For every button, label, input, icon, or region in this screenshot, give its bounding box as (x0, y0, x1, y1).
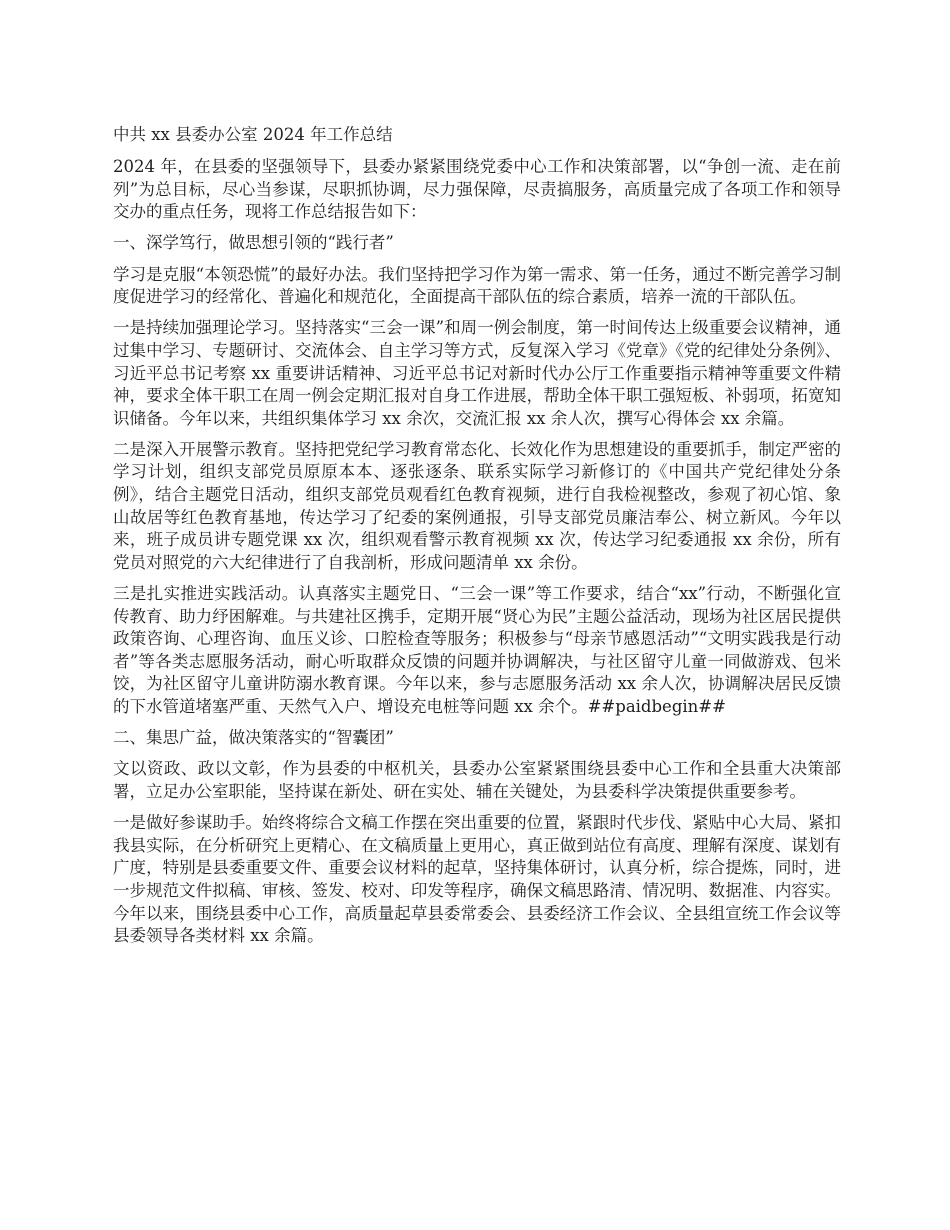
section-1-item-3-paragraph: 三是扎实推进实践活动。认真落实主题党日、“三会一课”等工作要求，结合“xx”行动，不断强化宣传教育、助力纾困解难。与共建社区携手，定期开展“贤心为民”主题公益活动，现场为社区居民提供政策咨询、心理咨询、血压义诊、口腔检查等服务；积极参与“母亲节感恩活动”“文明实践我是行动者”等各类志愿服务活动，耐心听取群众反馈的问题并协调解决，与社区留守儿童一同做游戏、包米饺，为社区留守儿童讲防溺水教育课。今年以来，参与志愿服务活动 xx 余人次，协调解决居民反馈的下水管道堵塞严重、天然气入户、增设充电桩等问题 xx 余个。##paidbegin## (113, 584, 841, 717)
section-1-item-2-paragraph: 二是深入开展警示教育。坚持把党纪学习教育常态化、长效化作为思想建设的重要抓手，制定严密的学习计划，组织支部党员原原本本、逐张逐条、联系实际学习新修订的《中国共产党纪律处分条例》，结合主题党日活动，组织支部党员观看红色教育视频，进行自我检视整改，参观了初心馆、象山故居等红色教育基地，传达学习了纪委的案例通报，引导支部党员廉洁奉公、树立新风。今年以来，班子成员讲专题党课 xx 次，组织观看警示教育视频 xx 次，传达学习纪委通报 xx 余份，所有党员对照党的六大纪律进行了自我剖析，形成问题清单 xx 余份。 (113, 439, 841, 572)
document-page (113, 124, 841, 956)
section-heading-2: 二、集思广益，做决策落实的“智囊团” (113, 728, 394, 748)
section-1-intro-paragraph: 学习是克服“本领恐慌”的最好办法。我们坚持把学习作为第一需求、第一任务，通过不断完善学习制度促进学习的经常化、普遍化和规范化，全面提高干部队伍的综合素质，培养一流的干部队伍。 (113, 264, 841, 307)
section-2-intro-paragraph: 文以资政、政以文彰，作为县委的中枢机关，县委办公室紧紧围绕县委中心工作和全县重大决策部署，立足办公室职能，坚持谋在新处、研在实处、辅在关键处，为县委科学决策提供重要参考。 (113, 759, 841, 801)
intro-paragraph: 2024 年，在县委的坚强领导下，县委办紧紧围绕党委中心工作和决策部署，以“争创一流、走在前列”为总目标，尽心当参谋，尽职抓协调，尽力强保障，尽责搞服务，高质量完成了各项工作和领导交办的重点任务，现将工作总结报告如下： (113, 156, 841, 222)
section-1-item-1-paragraph: 一是持续加强理论学习。坚持落实“三会一课”和周一例会制度，第一时间传达上级重要会议精神，通过集中学习、专题研讨、交流体会、自主学习等方式，反复深入学习《党章》《党的纪律处分条例》、习近平总书记考察 xx 重要讲话精神、习近平总书记对新时代办公厅工作重要指示精神等重要文件精神，要求全体干职工在周一例会定期汇报对自身工作进展，帮助全体干职工强短板、补弱项，拓宽知识储备。今年以来，共组织集体学习 xx 余次，交流汇报 xx 余人次，撰写心得体会 xx 余篇。 (113, 318, 841, 428)
section-2-item-1-paragraph: 一是做好参谋助手。始终将综合文稿工作摆在突出重要的位置，紧跟时代步伐、紧贴中心大局、紧扣我县实际，在分析研究上更精心、在文稿质量上更用心，真正做到站位有高度、理解有深度、谋划有广度，特别是县委重要文件、重要会议材料的起草，坚持集体研讨，认真分析，综合提炼，同时，进一步规范文件拟稿、审核、签发、校对、印发等程序，确保文稿思路清、情况明、数据准、内容实。今年以来，围绕县委中心工作，高质量起草县委常委会、县委经济工作会议、全县组宣统工作会议等县委领导各类材料 xx 余篇。 (113, 813, 841, 946)
section-heading-1: 一、深学笃行，做思想引领的“践行者” (113, 233, 394, 253)
document-title: 中共 xx 县委办公室 2024 年工作总结 (113, 125, 393, 144)
